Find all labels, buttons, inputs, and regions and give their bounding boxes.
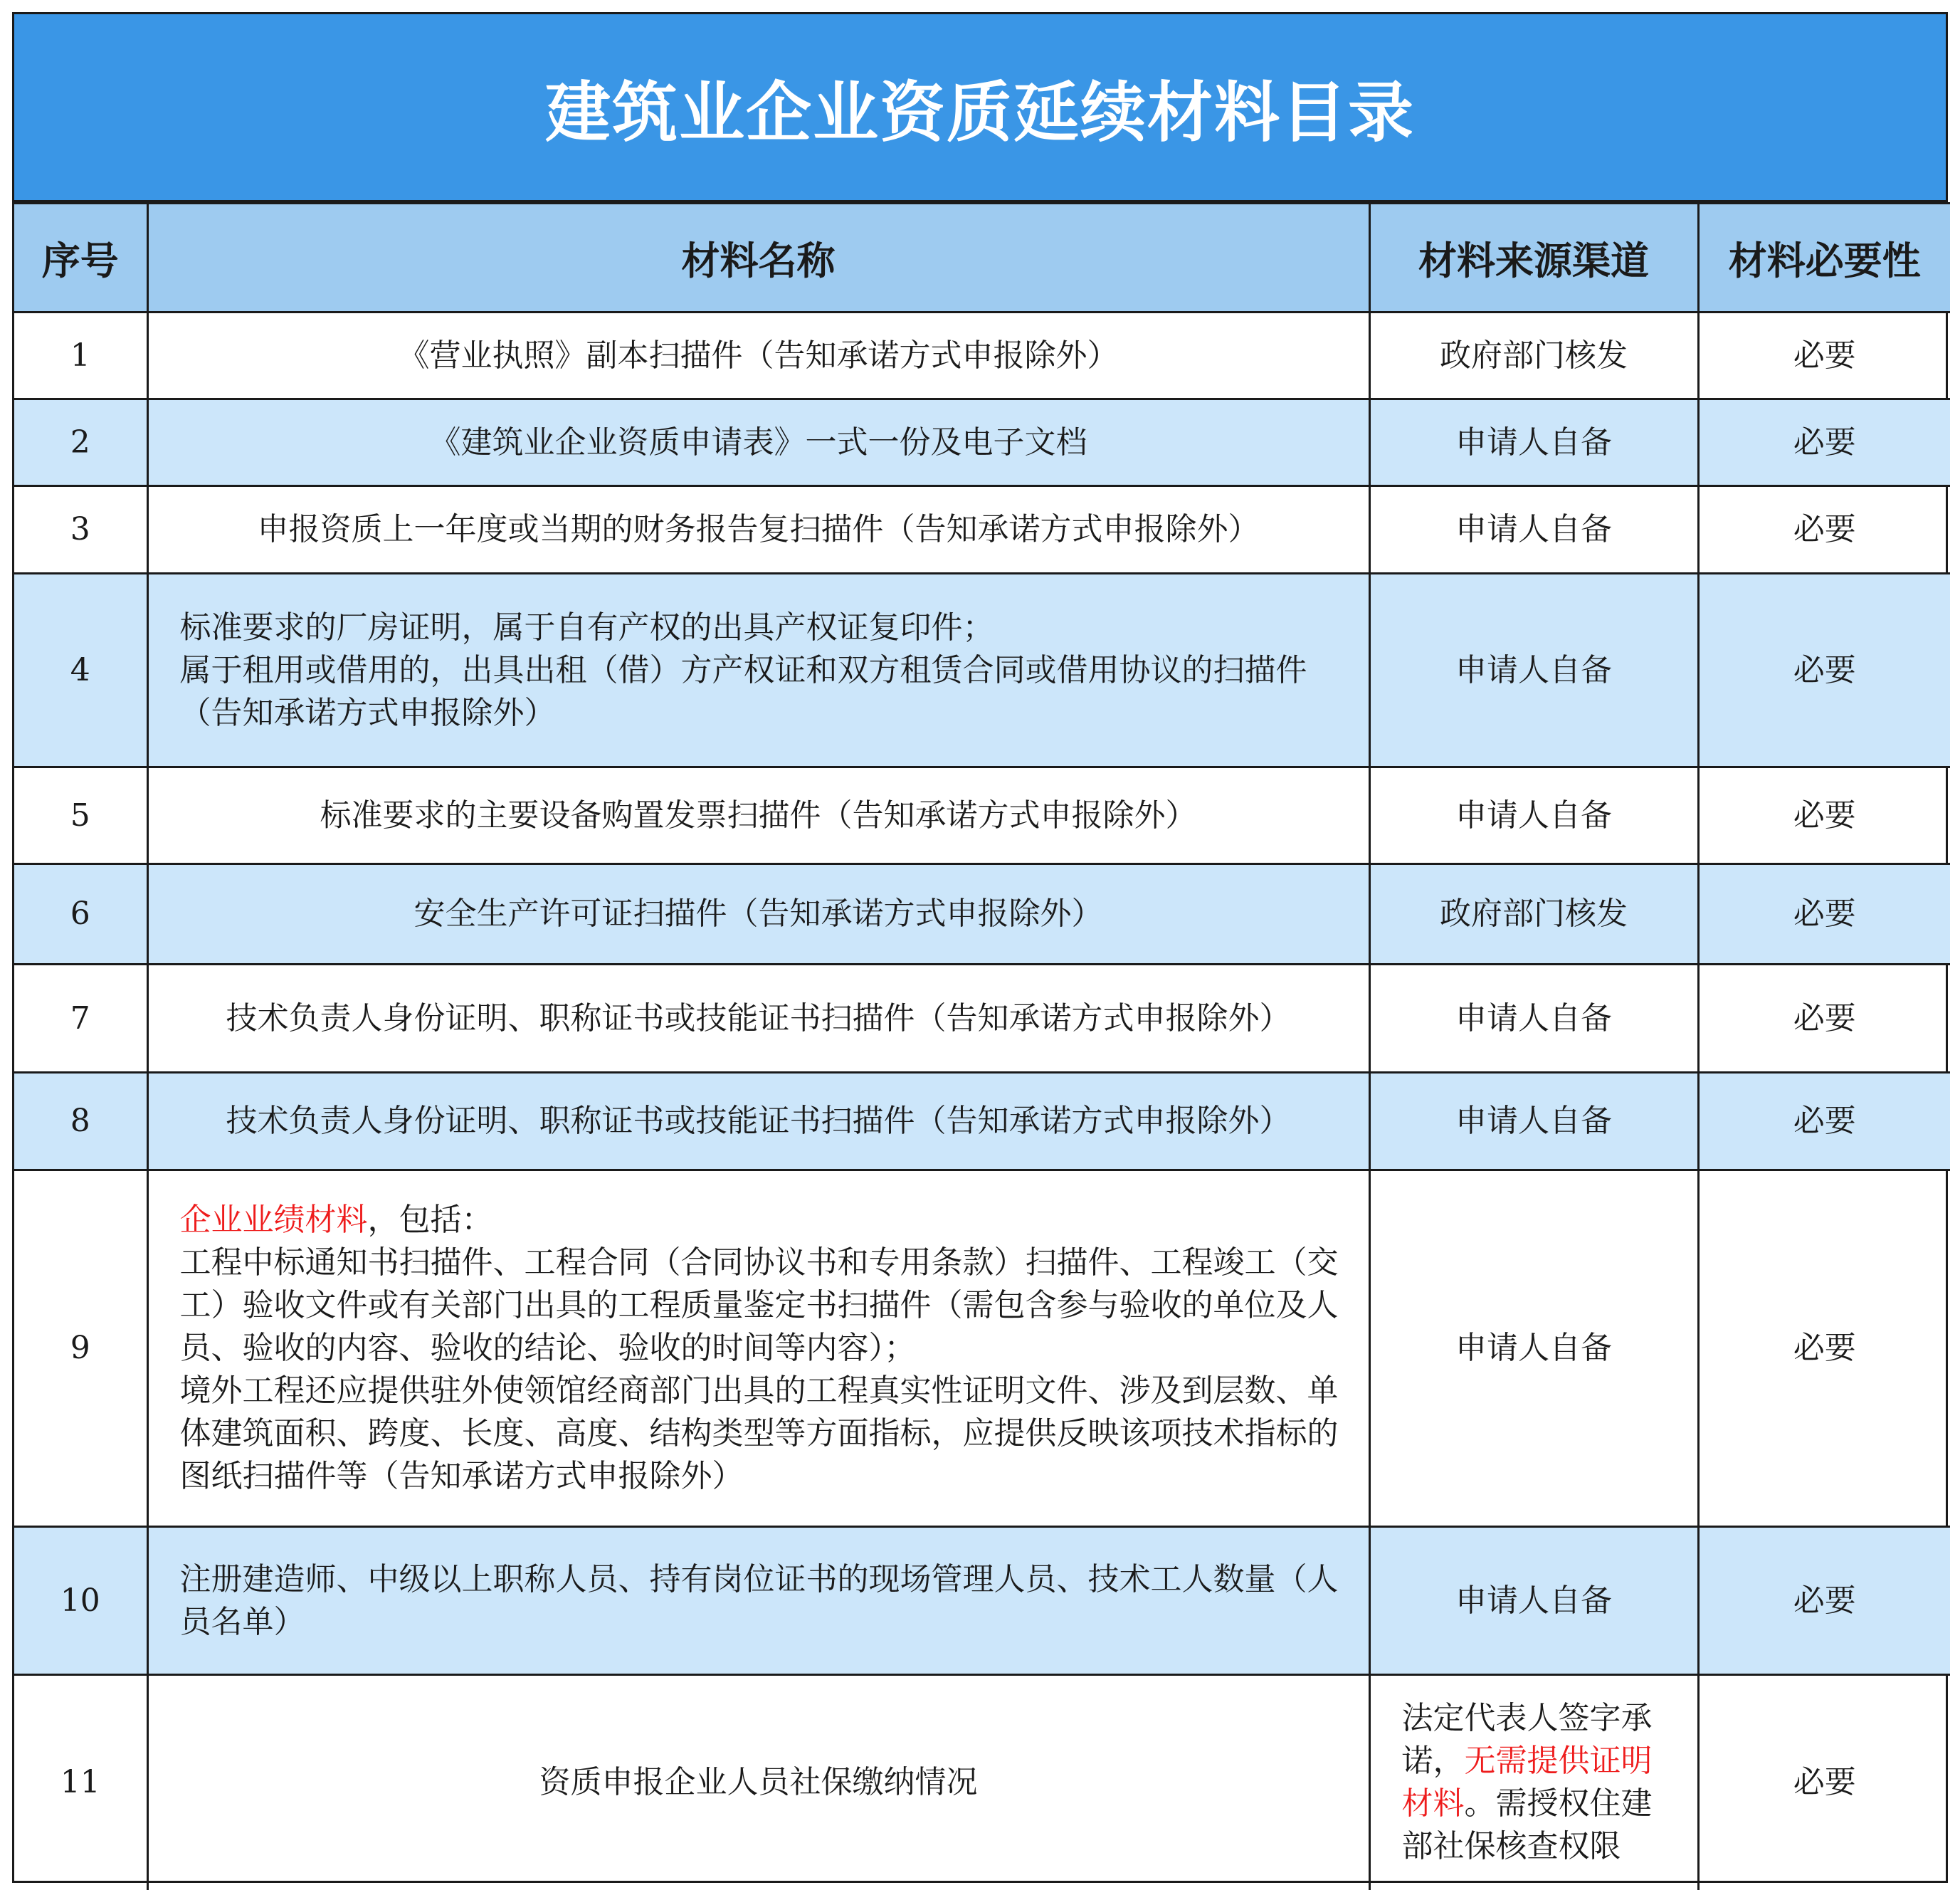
row-index: 9 bbox=[14, 1170, 147, 1527]
row-necessity: 必要 bbox=[1698, 574, 1950, 767]
table-row bbox=[14, 313, 1950, 399]
row-name: 安全生产许可证扫描件（告知承诺方式申报除外） bbox=[147, 864, 1369, 965]
table-row bbox=[14, 1527, 1950, 1675]
row-source-text: 。需授权住建部社保核查权限 bbox=[1401, 1785, 1653, 1865]
row-source: 申请人自备 bbox=[1369, 399, 1698, 486]
row-name: 《建筑业企业资质申请表》一式一份及电子文档 bbox=[147, 399, 1369, 486]
table-row bbox=[14, 864, 1950, 965]
row-name: 《营业执照》副本扫描件（告知承诺方式申报除外） bbox=[147, 313, 1369, 399]
highlight-text: 无需提供证明材料 bbox=[1401, 1743, 1653, 1822]
row-name-line: 属于租用或借用的，出具出租（借）方产权证和双方租赁合同或借用协议的扫描件（告知承诺方式申报除外） bbox=[179, 651, 1307, 731]
row-name-text: ，包括： bbox=[367, 1202, 493, 1238]
row-name-line: 标准要求的厂房证明，属于自有产权的出具产权证复印件； bbox=[179, 609, 994, 646]
title-bar bbox=[14, 14, 1946, 202]
table-row bbox=[14, 574, 1950, 767]
header-source: 材料来源渠道 bbox=[1369, 204, 1698, 313]
row-necessity: 必要 bbox=[1698, 965, 1950, 1073]
row-source: 申请人自备 bbox=[1369, 1073, 1698, 1170]
row-necessity: 必要 bbox=[1698, 864, 1950, 965]
header-index: 序号 bbox=[14, 204, 147, 313]
table-row bbox=[14, 767, 1950, 864]
table-row bbox=[14, 1073, 1950, 1170]
row-source-text: 法定代表人签字承诺， bbox=[1401, 1700, 1653, 1780]
row-necessity: 必要 bbox=[1698, 767, 1950, 864]
highlight-text: 企业业绩材料 bbox=[179, 1202, 368, 1238]
row-source: 申请人自备 bbox=[1369, 965, 1698, 1073]
table-row bbox=[14, 486, 1950, 574]
row-index: 8 bbox=[14, 1073, 147, 1170]
row-source: 申请人自备 bbox=[1369, 574, 1698, 767]
row-name: 技术负责人身份证明、职称证书或技能证书扫描件（告知承诺方式申报除外） bbox=[147, 965, 1369, 1073]
row-necessity: 必要 bbox=[1698, 399, 1950, 486]
row-source: 申请人自备 bbox=[1369, 1527, 1698, 1675]
row-source: 申请人自备 bbox=[1369, 486, 1698, 574]
row-index: 2 bbox=[14, 399, 147, 486]
header-row bbox=[14, 204, 1950, 313]
row-name-line bbox=[180, 1199, 1344, 1242]
row-source bbox=[1369, 1675, 1698, 1890]
row-index: 11 bbox=[14, 1675, 147, 1890]
row-name bbox=[147, 574, 1369, 767]
row-index: 7 bbox=[14, 965, 147, 1073]
row-name-line: 工程中标通知书扫描件、工程合同（合同协议书和专用条款）扫描件、工程竣工（交工）验收文件或有关部门出具的工程质量鉴定书扫描件（需包含参与验收的单位及人员、验收的内容、验收的结论、验收的时间等内容）； bbox=[179, 1244, 1339, 1366]
row-name: 注册建造师、中级以上职称人员、持有岗位证书的现场管理人员、技术工人数量（人员名单） bbox=[147, 1527, 1369, 1675]
row-necessity: 必要 bbox=[1698, 1170, 1950, 1527]
row-index: 4 bbox=[14, 574, 147, 767]
row-index: 1 bbox=[14, 313, 147, 399]
row-name-line: 境外工程还应提供驻外使领馆经商部门出具的工程真实性证明文件、涉及到层数、单体建筑面积、跨度、长度、高度、结构类型等方面指标，应提供反映该项技术指标的图纸扫描件等（告知承诺方式申报除外） bbox=[179, 1372, 1339, 1494]
catalog-sheet bbox=[12, 12, 1948, 1883]
row-source: 申请人自备 bbox=[1369, 1170, 1698, 1527]
table-row bbox=[14, 965, 1950, 1073]
row-name: 申报资质上一年度或当期的财务报告复扫描件（告知承诺方式申报除外） bbox=[147, 486, 1369, 574]
row-source: 政府部门核发 bbox=[1369, 313, 1698, 399]
row-index: 10 bbox=[14, 1527, 147, 1675]
row-index: 5 bbox=[14, 767, 147, 864]
row-necessity: 必要 bbox=[1698, 1675, 1950, 1890]
table-row bbox=[14, 399, 1950, 486]
row-name: 资质申报企业人员社保缴纳情况 bbox=[147, 1675, 1369, 1890]
row-source: 政府部门核发 bbox=[1369, 864, 1698, 965]
table-row bbox=[14, 1170, 1950, 1527]
header-name: 材料名称 bbox=[147, 204, 1369, 313]
row-necessity: 必要 bbox=[1698, 486, 1950, 574]
row-index: 3 bbox=[14, 486, 147, 574]
row-name bbox=[147, 1170, 1369, 1527]
header-necessity: 材料必要性 bbox=[1698, 204, 1950, 313]
row-name: 技术负责人身份证明、职称证书或技能证书扫描件（告知承诺方式申报除外） bbox=[147, 1073, 1369, 1170]
row-name: 标准要求的主要设备购置发票扫描件（告知承诺方式申报除外） bbox=[147, 767, 1369, 864]
row-necessity: 必要 bbox=[1698, 1527, 1950, 1675]
table-row bbox=[14, 1675, 1950, 1890]
row-necessity: 必要 bbox=[1698, 313, 1950, 399]
materials-table bbox=[14, 202, 1950, 1890]
row-index: 6 bbox=[14, 864, 147, 965]
page-title: 建筑业企业资质延续材料目录 bbox=[544, 74, 1415, 151]
row-necessity: 必要 bbox=[1698, 1073, 1950, 1170]
row-source: 申请人自备 bbox=[1369, 767, 1698, 864]
